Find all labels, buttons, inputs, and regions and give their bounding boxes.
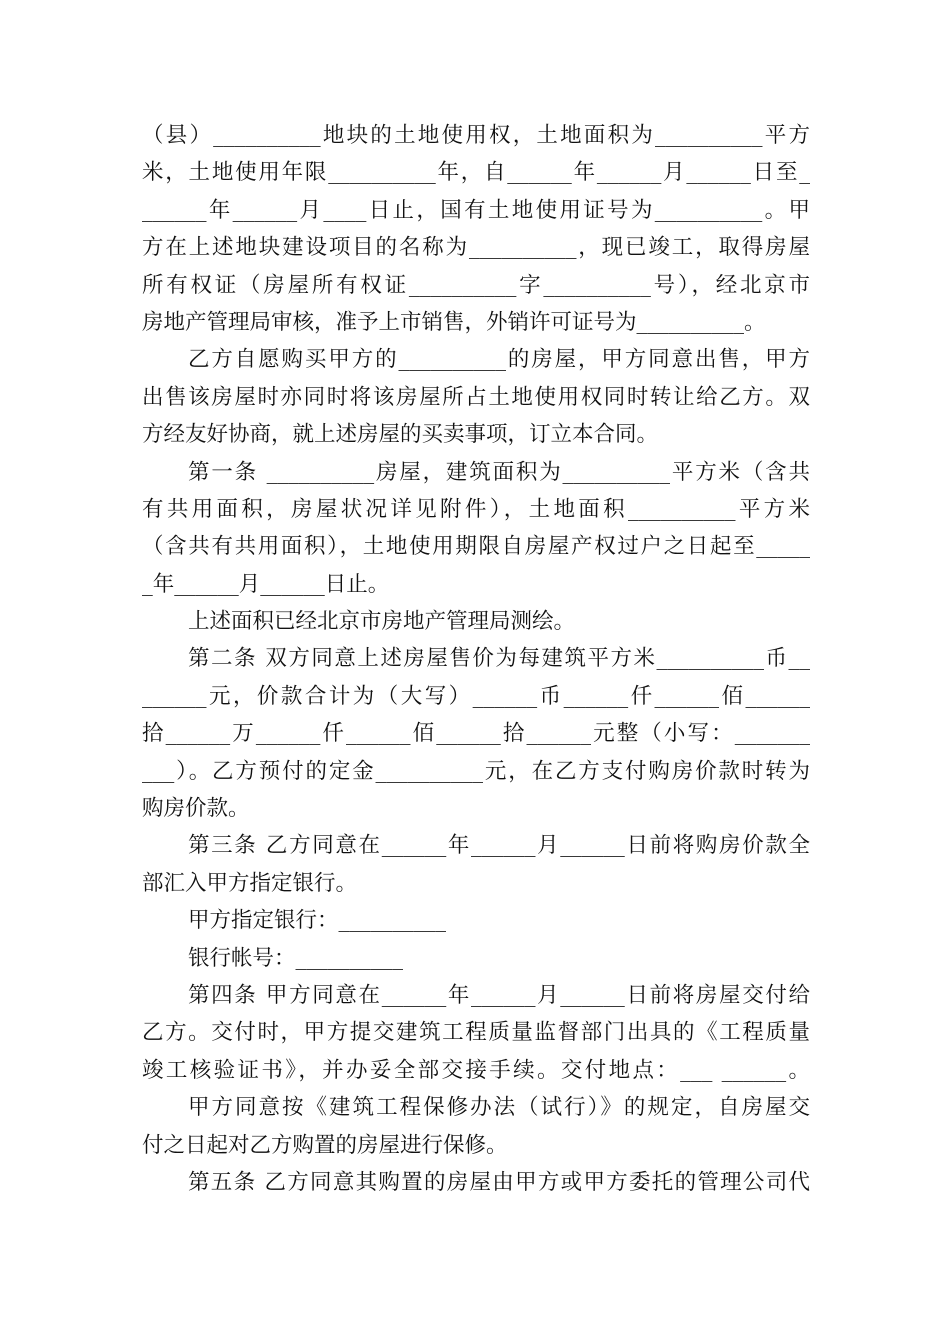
contract-text-line: 第二条 双方同意上述房屋售价为每建筑平方米__________币__: [188, 646, 810, 672]
contract-text-line: 购房价款。: [142, 796, 250, 822]
contract-text-line: 方在上述地块建设项目的名称为__________，现已竣工，取得房屋: [142, 235, 810, 261]
contract-text-line: ___）。乙方预付的定金__________元，在乙方支付购房价款时转为: [142, 758, 810, 784]
contract-text-line: （县）__________地块的土地使用权，土地面积为__________平方: [142, 123, 810, 148]
contract-text-line: 甲方同意按《建筑工程保修办法（试行）》的规定，自房屋交: [188, 1095, 810, 1121]
contract-text-line: 出售该房屋时亦同时将该房屋所占土地使用权同时转让给乙方。双: [142, 384, 810, 410]
contract-text-line: _年______月______日止。: [142, 571, 390, 597]
contract-text-line: 拾______万______仟______佰______拾______元整（小写：_______: [142, 721, 810, 747]
contract-text-line: 第四条 甲方同意在______年______月______日前将房屋交付给: [188, 982, 810, 1008]
contract-text-line: 第三条 乙方同意在______年______月______日前将购房价款全: [188, 833, 810, 859]
contract-text-line: 方经友好协商，就上述房屋的买卖事项，订立本合同。: [142, 422, 659, 448]
contract-text-line: 部汇入甲方指定银行。: [142, 870, 358, 896]
contract-text-line: 米，土地使用年限__________年，自______年______月______日至_: [142, 160, 810, 186]
contract-text-line: 乙方自愿购买甲方的__________的房屋，甲方同意出售，甲方: [188, 347, 810, 373]
contract-text-line: 所有权证（房屋所有权证__________字__________号），经北京市: [142, 272, 810, 298]
contract-text-line: 乙方。交付时，甲方提交建筑工程质量监督部门出具的《工程质量: [142, 1020, 810, 1046]
contract-text-line: 第一条 __________房屋，建筑面积为__________平方米（含共: [188, 459, 810, 485]
contract-text-line: 甲方指定银行：__________: [188, 908, 447, 934]
contract-text-line: 付之日起对乙方购置的房屋进行保修。: [142, 1132, 508, 1158]
contract-text-line: （含共有共用面积），土地使用期限自房屋产权过户之日起至_____: [142, 534, 810, 560]
contract-text-line: 第五条 乙方同意其购置的房屋由甲方或甲方委托的管理公司代: [188, 1169, 810, 1195]
contract-text-line: 房地产管理局审核，准予上市销售，外销许可证号为__________。: [142, 309, 766, 335]
contract-text-line: ______年______月____日止，国有土地使用证号为__________。甲: [142, 197, 810, 223]
contract-text-line: 银行帐号：__________: [188, 945, 404, 971]
contract-text-line: ______元，价款合计为（大写）______币______仟______佰______: [142, 683, 810, 709]
contract-text-line: 竣工核验证书》，并办妥全部交接手续。交付地点：___ ______。: [142, 1057, 810, 1083]
contract-page: [142, 117, 810, 1201]
contract-text-line: 上述面积已经北京市房地产管理局测绘。: [188, 609, 576, 635]
contract-text-line: 有共用面积，房屋状况详见附件），土地面积__________平方米: [142, 496, 810, 522]
